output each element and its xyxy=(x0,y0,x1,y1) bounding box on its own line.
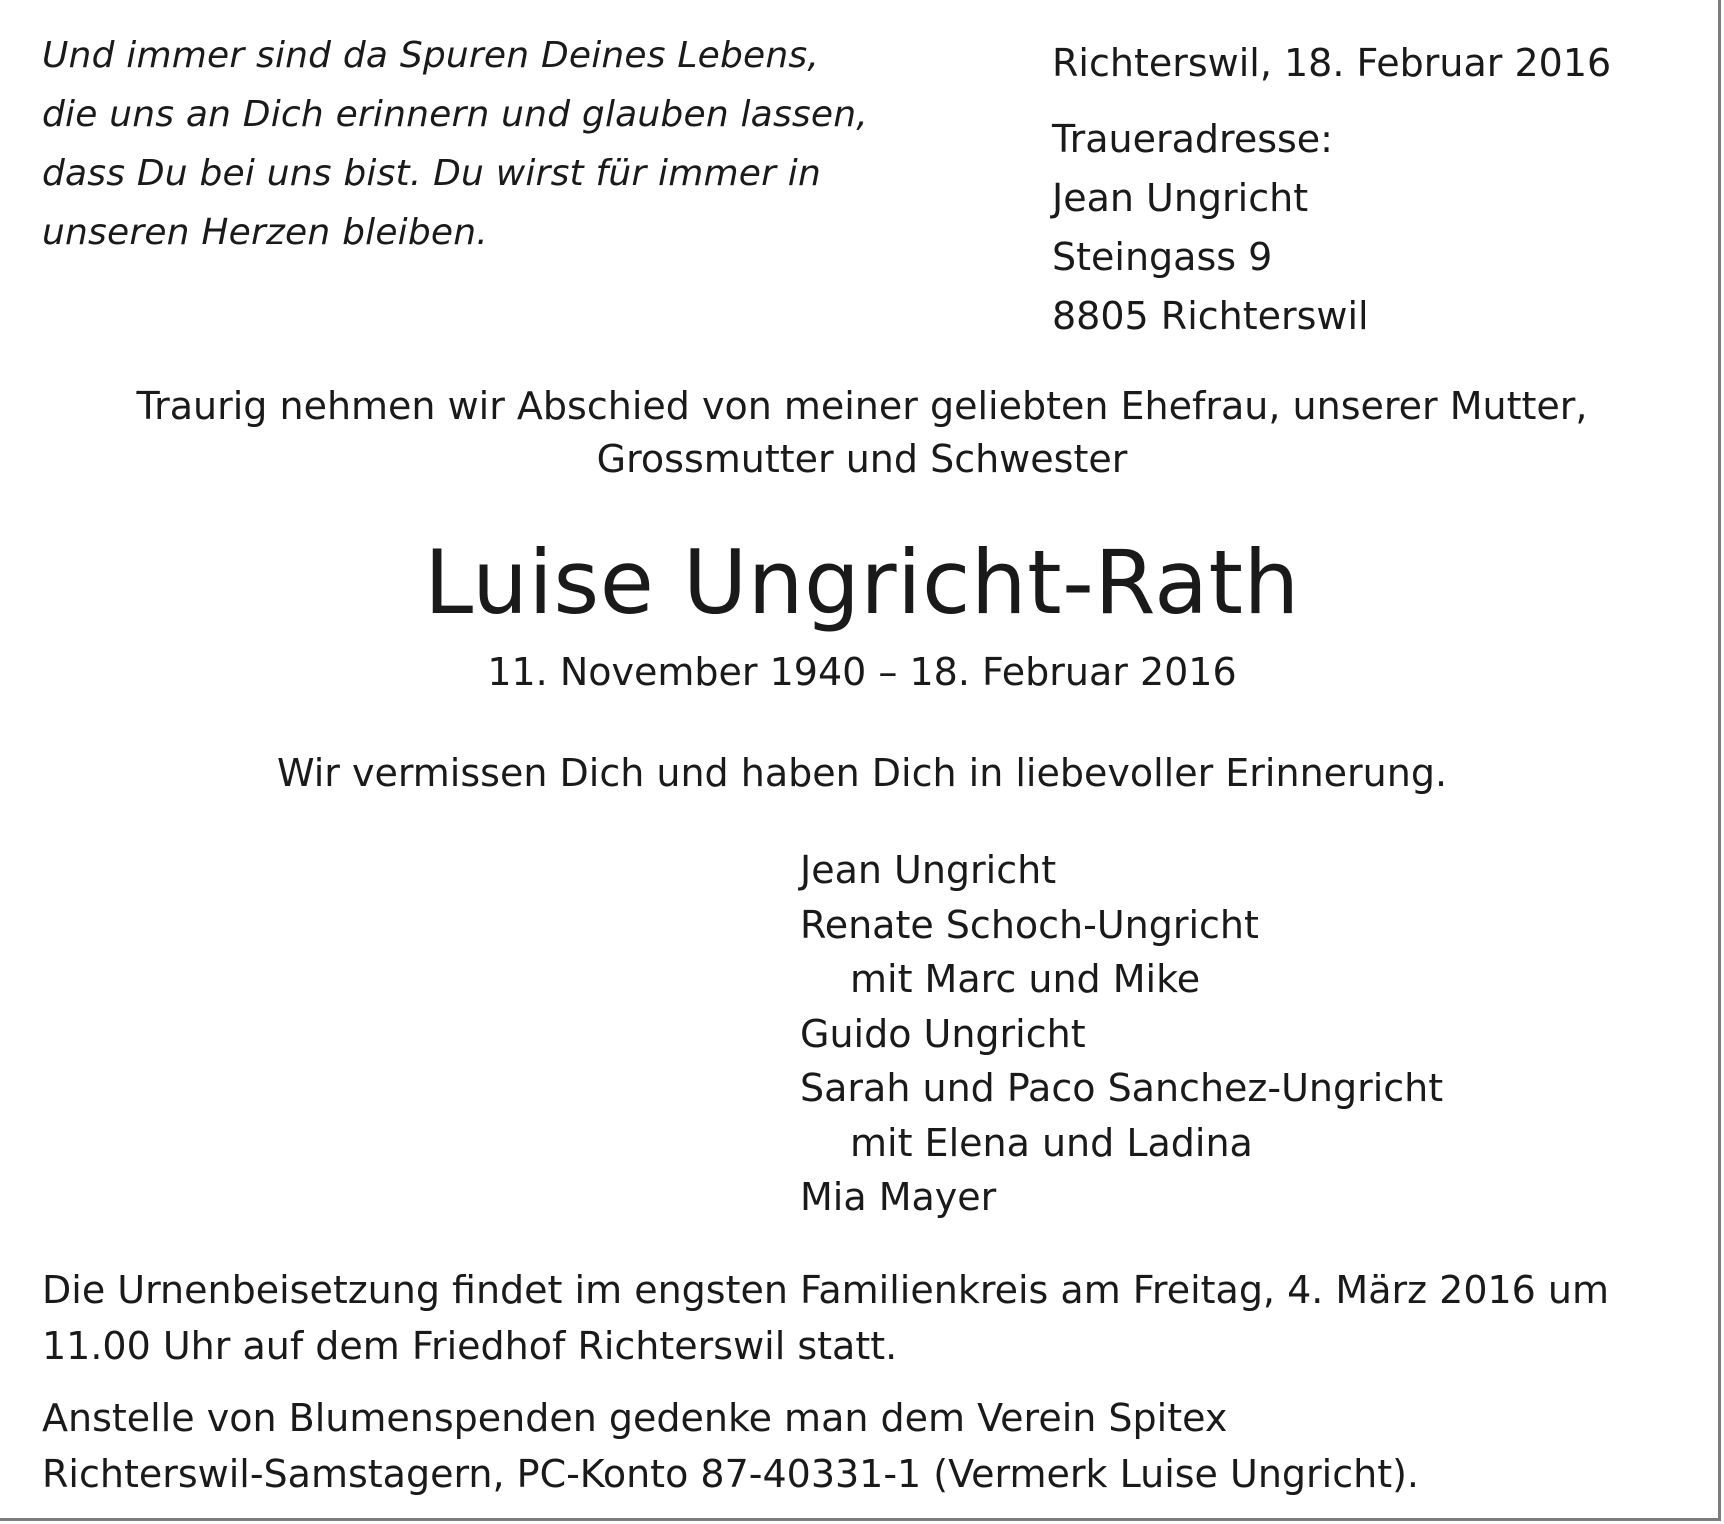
farewell-intro xyxy=(0,380,1724,486)
quote-line: die uns an Dich erinnern und glauben lassen, xyxy=(42,94,868,135)
donation-notice xyxy=(42,1390,1419,1502)
memory-statement: Wir vermissen Dich und haben Dich in liebevoller Erinnerung. xyxy=(276,751,1448,795)
address-city: 8805 Richterswil xyxy=(1052,294,1369,338)
donation-line: Anstelle von Blumenspenden gedenke man dem Verein Spitex xyxy=(42,1396,1228,1440)
life-dates: 11. November 1940 – 18. Februar 2016 xyxy=(487,650,1237,694)
family-member: Jean Ungricht xyxy=(800,848,1057,892)
address-name: Jean Ungricht xyxy=(1052,176,1309,220)
deceased-name: Luise Ungricht-Rath xyxy=(424,531,1300,634)
intro-line: Grossmutter und Schwester xyxy=(596,437,1128,481)
address-street: Steingass 9 xyxy=(1052,235,1273,279)
family-list xyxy=(800,843,1443,1225)
burial-line: 11.00 Uhr auf dem Friedhof Richterswil statt. xyxy=(42,1324,898,1368)
family-member: mit Marc und Mike xyxy=(850,957,1201,1001)
burial-line: Die Urnenbeisetzung findet im engsten Familienkreis am Freitag, 4. März 2016 um xyxy=(42,1268,1610,1312)
quote-line: Und immer sind da Spuren Deines Lebens, xyxy=(42,35,820,76)
memorial-quote xyxy=(42,26,868,262)
quote-line: dass Du bei uns bist. Du wirst für immer in xyxy=(42,153,821,194)
intro-line: Traurig nehmen wir Abschied von meiner geliebten Ehefrau, unserer Mutter, xyxy=(136,384,1588,428)
place-date: Richterswil, 18. Februar 2016 xyxy=(1052,41,1612,85)
address-label: Traueradresse: xyxy=(1052,117,1333,161)
mourning-address xyxy=(1052,34,1611,346)
family-member: Sarah und Paco Sanchez-Ungricht xyxy=(800,1066,1444,1110)
family-member: Renate Schoch-Ungricht xyxy=(800,902,1259,947)
family-member: Mia Mayer xyxy=(800,1175,997,1219)
family-member: mit Elena und Ladina xyxy=(850,1120,1253,1165)
donation-line: Richterswil-Samstagern, PC-Konto 87-40331-1 (Vermerk Luise Ungricht). xyxy=(42,1452,1419,1496)
family-member: Guido Ungricht xyxy=(800,1011,1086,1056)
quote-line: unseren Herzen bleiben. xyxy=(42,212,488,253)
burial-notice xyxy=(42,1262,1609,1374)
